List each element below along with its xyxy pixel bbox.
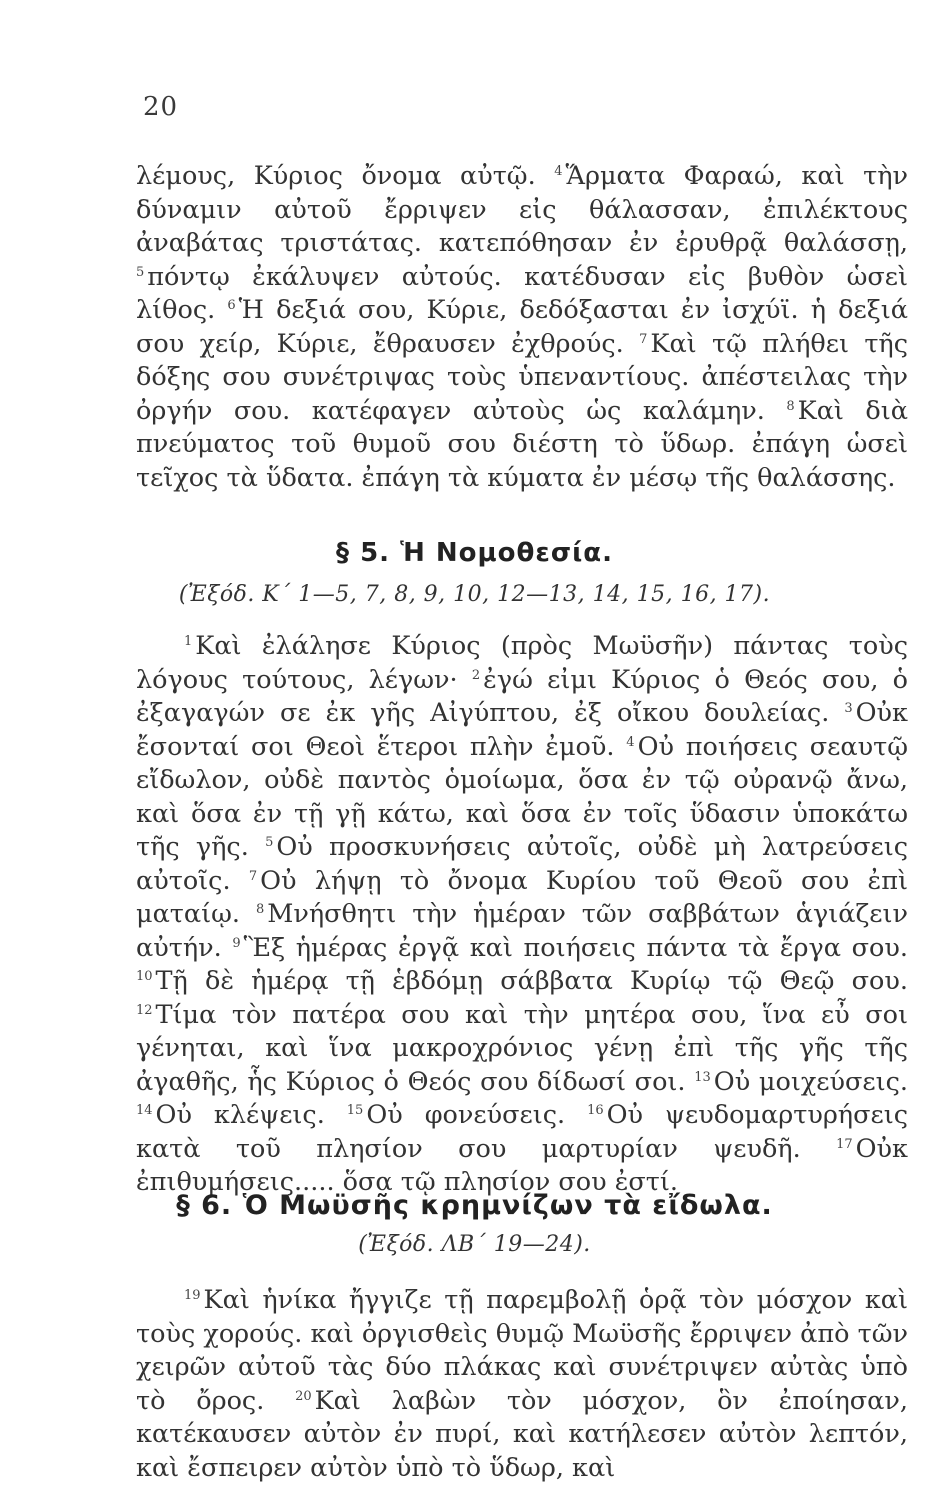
verse-number: 12 xyxy=(136,1002,153,1018)
verse-number: 5 xyxy=(136,264,145,280)
verse-number: 2 xyxy=(471,667,481,683)
section-6-reference: (Ἐξόδ. ΛΒ΄ 19—24). xyxy=(358,1232,591,1257)
verse-number: 8 xyxy=(786,398,795,414)
verse-number: 8 xyxy=(255,902,265,917)
section-5-heading: § 5. Ἡ Νομοθεσία. xyxy=(336,538,613,568)
verse-number: 14 xyxy=(136,1103,153,1118)
verse-number: 10 xyxy=(136,969,153,984)
verse-number: 15 xyxy=(346,1103,364,1118)
verse-number: 17 xyxy=(836,1136,853,1152)
section-5-reference: (Ἐξόδ. Κ΄ 1—5, 7, 8, 9, 10, 12—13, 14, 15, 16, 17). xyxy=(178,582,771,607)
page-number: 20 xyxy=(143,92,179,122)
verse-number: 19 xyxy=(184,1288,201,1303)
exodus-song-continuation: λέμους, Κύριος ὄνομα αὐτῷ. $^4$ Ἅρματα Φαραώ, καὶ τὴν δύναμιν αὐτοῦ ἔρριψεν εἰς θάλασσαν, ἐπιλέκτους ἀναβάτας τριστάτας. κατεπόθησαν ἐν ἐρυθρᾷ θαλάσσῃ, $^5$ πόντῳ ἐκάλυψεν αὐτούς. κατέδυσαν εἰς βυθὸν ὡσεὶ λίθος. $^6$ Ἡ δεξιά σου, Κύριε, δεδόξασται ἐν ἰσχύϊ. ἡ δεξιά σου χείρ, Κύριε, ἔθραυσεν ἐχθρούς. $^7$ Καὶ τῷ πλήθει τῆς δόξης σου συνέτριψας τοὺς ὑπεναντίους. ἀπέστειλας τὴν ὀργήν σου. κατέφαγεν αὐτοὺς ὡς καλάμην. $^8$ Καὶ διὰ πνεύματος τοῦ θυμοῦ σου διέστη τὸ ὕδωρ. ἐπάγη ὡσεὶ τεῖχος τὰ ὕδατα. ἐπάγη τὰ κύματα ἐν μέσῳ τῆς θαλάσσης. xyxy=(136,161,908,493)
verse-number: 7 xyxy=(639,331,648,347)
section-6-heading: § 6. Ὁ Μωϋσῆς κρημνίζων τὰ εἴδωλα. xyxy=(176,1190,773,1221)
verse-number: 3 xyxy=(844,701,853,716)
ten-commandments-text: $^1$ Καὶ ἐλάλησε Κύριος (πρὸς Μωϋσῆν) πάντας τοὺς λόγους τούτους, λέγων· $^2$ ἐγώ εἰμι Κύριος ὁ Θεός σου, ὁ ἐξαγαγών σε ἐκ γῆς Αἰγύπτου, ἐξ οἴκου δουλείας. $^3$ Οὐκ ἔσονταί σοι Θεοὶ ἕτεροι πλὴν ἐμοῦ. $^4$ Οὐ ποιήσεις σεαυτῷ εἴδωλον, οὐδὲ παντὸς ὁμοίωμα, ὅσα ἐν τῷ οὐρανῷ ἄνω, καὶ ὅσα ἐν τῇ γῇ κάτω, καὶ ὅσα ἐν τοῖς ὕδασιν ὑποκάτω τῆς γῆς. $^5$ Οὐ προσκυνήσεις αὐτοῖς, οὐδὲ μὴ λατρεύσεις αὐτοῖς. $^7$ Οὐ λήψῃ τὸ ὄνομα Κυρίου τοῦ Θεοῦ σου ἐπὶ ματαίῳ. $^8$ Μνήσθητι τὴν ἡμέραν τῶν σαββάτων ἁγιάζειν αὐτήν. $^9$ Ἓξ ἡμέρας ἐργᾷ καὶ ποιήσεις πάντα τὰ ἔργα σου. $^{10}$ Τῇ δὲ ἡμέρᾳ τῇ ἑβδόμῃ σάββατα Κυρίῳ τῷ Θεῷ σου. $^{12}$ Τίμα τὸν πατέρα σου καὶ τὴν μητέρα σου, ἵνα εὖ σοι γένηται, καὶ ἵνα μακροχρόνιος γένῃ ἐπὶ τῆς γῆς τῆς ἀγαθῆς, ἧς Κύριος ὁ Θεός σου δίδωσί σοι. $^{13}$ Οὐ μοιχεύσεις. $^{14}$ Οὐ κλέψεις. $^{15}$ Οὐ φονεύσεις. $^{16}$ Οὐ ψευδομαρτυρήσεις κατὰ τοῦ πλησίον σου μαρτυρίαν ψευδῆ. $^{17}$ Οὐκ ἐπιθυμήσεις..... ὅσα τῷ πλησίον σου ἐστί. xyxy=(136,631,909,1197)
verse-number: 6 xyxy=(227,298,236,313)
verse-number: 4 xyxy=(626,734,635,750)
verse-number: 4 xyxy=(554,164,563,179)
verse-number: 1 xyxy=(184,634,193,649)
verse-number: 7 xyxy=(248,868,258,884)
verse-number: 20 xyxy=(295,1388,312,1404)
moses-idols-text: $^{19}$ Καὶ ἡνίκα ἤγγιζε τῇ παρεμβολῇ ὁρᾷ τὸν μόσχον καὶ τοὺς χορούς. καὶ ὀργισθεὶς θυμῷ Μωϋσῆς ἔρριψεν ἀπὸ τῶν χειρῶν αὐτοῦ τὰς δύο πλάκας καὶ συνέτριψεν αὐτὰς ὑπὸ τὸ ὄρος. $^{20}$ Καὶ λαβὼν τὸν μόσχον, ὃν ἐποίησαν, κατέκαυσεν αὐτὸν ἐν πυρί, καὶ κατήλεσεν αὐτὸν λεπτόν, καὶ ἔσπειρεν αὐτὸν ὑπὸ τὸ ὕδωρ, καὶ xyxy=(136,1285,908,1483)
verse-number: 9 xyxy=(232,935,241,951)
verse-number: 16 xyxy=(587,1103,604,1118)
verse-number: 5 xyxy=(265,835,274,850)
verse-number: 13 xyxy=(694,1069,711,1085)
